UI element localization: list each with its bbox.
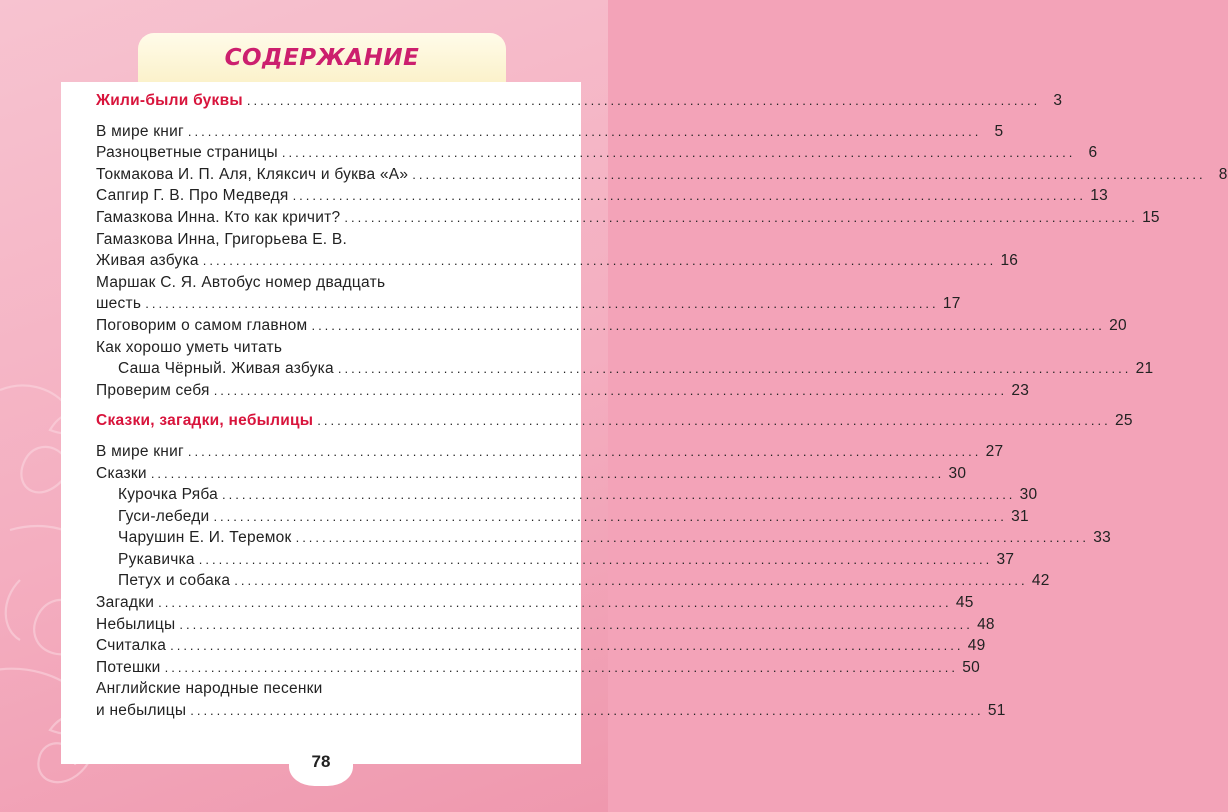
toc-entry-title: Чарушин Е. И. Теремок [118,529,292,547]
dot-leader: ........................................................................................................................ [246,93,1041,108]
toc-entry[interactable] [96,164,1228,186]
toc-page-number: 37 [996,550,1015,568]
toc-entry[interactable] [96,463,967,485]
toc-entry-title: Английские народные песенки [96,680,323,698]
toc-entry-title: Живая азбука [96,252,199,270]
toc-page-number: 25 [1114,412,1133,430]
section-gap [96,401,570,410]
dot-leader: ........................................................................................................................ [344,209,1138,225]
toc-entry-title: Как хорошо уметь читать [96,338,283,356]
toc-page-number: 6 [1088,144,1098,162]
toc-entry[interactable] [96,142,1098,164]
dot-leader: ........................................................................................................................ [295,530,1089,546]
toc-entry-title: Поговорим о самом главном [96,316,308,334]
toc-entry-title: Сапгир Г. В. Про Медведя [96,187,289,205]
toc-entry[interactable] [96,229,570,251]
toc-entry-title: Небылицы [96,615,176,633]
toc-entry-title: Загадки [96,594,155,612]
dot-leader: ........................................................................................................................ [412,166,1206,182]
toc-page-number: 16 [1000,252,1019,270]
toc-entry[interactable] [96,592,974,614]
toc-page-number: 27 [985,442,1004,460]
dot-leader: ........................................................................................................................ [198,551,993,567]
dot-leader: ........................................................................................................................ [213,508,1007,524]
dot-leader: ........................................................................................................................ [292,188,1086,204]
toc-entry[interactable] [96,484,1038,506]
toc-entry-title: Гамазкова Инна, Григорьева Е. В. [96,230,348,248]
toc-entry-title: Сказки, загадки, небылицы [96,412,314,430]
toc-entry-title: и небылицы [96,702,187,720]
toc-page-number: 5 [994,122,1004,140]
toc-entry[interactable] [96,185,1108,207]
dot-leader: ........................................................................................................................ [213,382,1008,398]
dot-leader: ........................................................................................................................ [234,573,1028,589]
toc-page-number: 3 [1053,92,1063,109]
toc-entry[interactable] [96,549,1015,571]
dot-leader: ........................................................................................................................ [317,413,1111,429]
toc-entry-title: Сказки [96,464,147,482]
toc-entry-title: Рукавичка [118,550,195,568]
toc-entry-title: Разноцветные страницы [96,144,278,162]
toc-page-number: 21 [1135,360,1154,378]
toc-entry-title: Гуси-лебеди [118,507,210,525]
dot-leader: ........................................................................................................................ [179,616,973,632]
toc-page-number: 8 [1218,165,1228,183]
toc-entry[interactable] [96,293,961,315]
toc-page-number: 30 [948,464,967,482]
toc-page-number: 49 [967,637,986,655]
toc-entry-title: Проверим себя [96,381,210,399]
dot-leader: ........................................................................................................................ [222,487,1016,503]
toc-page-number: 31 [1011,507,1029,525]
dot-leader: ........................................................................................................................ [150,465,945,481]
page-title: СОДЕРЖАНИЕ [224,45,420,71]
toc-entry-title: Токмакова И. П. Аля, Кляксич и буква «А» [96,165,409,183]
toc-page-number: 50 [962,658,981,676]
dot-leader: ........................................................................................................................ [281,145,1076,161]
toc-entry[interactable] [96,250,1019,272]
dot-leader: ........................................................................................................................ [187,123,982,139]
toc-entry[interactable] [96,315,1127,337]
toc-page-number: 48 [977,615,995,633]
toc-entry[interactable] [96,570,1050,592]
toc-entry-title: В мире книг [96,442,184,460]
toc-page-number: 42 [1031,572,1050,590]
toc-entry-title: Потешки [96,658,161,676]
toc-entry-title: Маршак С. Я. Автобус номер двадцать [96,273,386,291]
toc-entry[interactable] [96,441,1004,463]
dot-leader: ........................................................................................................................ [190,703,984,719]
dot-leader: ........................................................................................................................ [337,361,1132,377]
toc-entry[interactable] [96,527,1111,549]
dot-leader: ........................................................................................................................ [158,595,952,611]
toc-entry[interactable] [96,614,995,636]
toc-entry[interactable] [96,506,1029,528]
toc-entry[interactable] [96,358,1154,380]
page-number: 78 [311,752,331,771]
table-of-contents [96,90,1228,722]
toc-section-heading[interactable] [96,90,1063,112]
dot-leader: ........................................................................................................................ [187,443,982,459]
toc-page-number: 30 [1019,486,1038,504]
toc-entry[interactable] [96,337,570,359]
toc-page-number: 33 [1093,529,1111,547]
toc-entry[interactable] [96,207,1160,229]
page-number-badge [289,738,353,786]
toc-page-number: 15 [1142,208,1160,226]
title-tab [138,33,506,85]
toc-entry[interactable] [96,678,570,700]
toc-entry-title: Курочка Ряба [118,486,218,504]
section-gap [96,112,570,121]
toc-page-number: 45 [955,594,974,612]
dot-leader: ........................................................................................................................ [164,659,959,675]
toc-entry-title: Гамазкова Инна. Кто как кричит? [96,208,341,226]
toc-page-number: 13 [1090,187,1108,205]
dot-leader: ........................................................................................................................ [170,638,964,654]
toc-page-number: 23 [1011,381,1030,399]
toc-entry[interactable] [96,121,1004,143]
toc-entry-title: Жили-были буквы [96,92,243,109]
toc-page-number: 20 [1109,316,1127,334]
toc-section-heading[interactable] [96,410,1133,432]
dot-leader: ........................................................................................................................ [311,317,1105,333]
toc-page-number: 51 [987,702,1006,720]
dot-leader: ........................................................................................................................ [145,296,939,312]
toc-entry[interactable] [96,380,1030,402]
section-gap [96,432,570,441]
toc-entry[interactable] [96,272,570,294]
toc-entry[interactable] [96,657,981,679]
toc-entry-title: Саша Чёрный. Живая азбука [118,360,334,378]
toc-entry-title: шесть [96,295,142,313]
dot-leader: ........................................................................................................................ [202,253,997,269]
toc-entry-title: Считалка [96,637,167,655]
toc-page-number: 17 [942,295,961,313]
toc-entry[interactable] [96,635,986,657]
toc-entry[interactable] [96,700,1006,722]
toc-entry-title: Петух и собака [118,572,231,590]
toc-entry-title: В мире книг [96,122,184,140]
